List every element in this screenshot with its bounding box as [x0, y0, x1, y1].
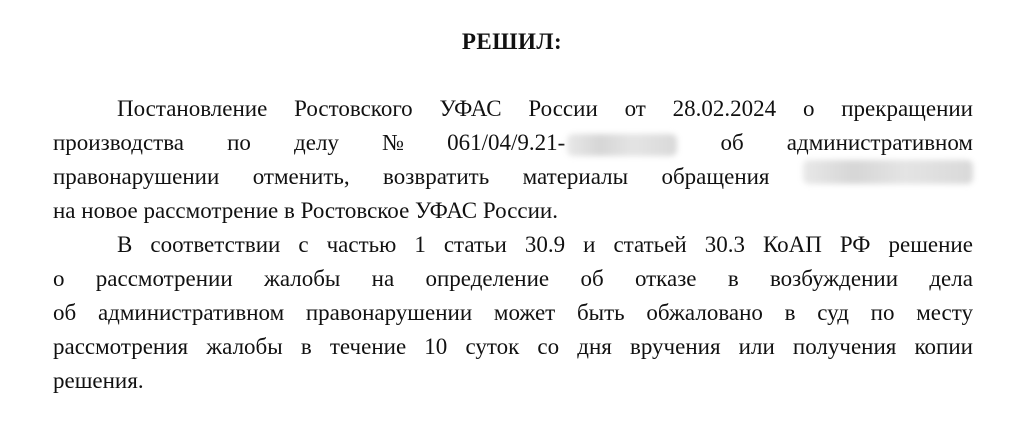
word: прекращении	[841, 96, 973, 121]
word: частью	[326, 232, 397, 257]
word: в	[784, 300, 796, 325]
word: делу	[294, 130, 339, 155]
word: по	[227, 130, 251, 155]
word: о	[802, 96, 815, 121]
word: вручения	[630, 334, 721, 359]
word: суд	[817, 300, 849, 325]
word: по	[870, 300, 895, 325]
decision-heading: РЕШИЛ:	[461, 29, 563, 54]
word: может	[493, 300, 556, 325]
word: России	[528, 96, 598, 121]
word: КоАП	[762, 232, 822, 257]
case-number-prefix: 061/04/9.21-	[447, 130, 566, 155]
word: жалобы	[263, 266, 341, 291]
word: месту	[916, 300, 973, 325]
word: и	[583, 232, 596, 257]
word: в	[300, 334, 312, 359]
number-sign: №	[382, 130, 405, 155]
word: дела	[929, 266, 973, 291]
word: РФ	[839, 232, 871, 257]
paragraph1-line3	[53, 160, 973, 194]
word: 1	[414, 232, 426, 257]
word: об	[720, 130, 744, 155]
word: дня	[577, 334, 612, 359]
word: о	[53, 266, 65, 291]
word: определение	[425, 266, 550, 291]
redacted-case-number	[567, 134, 677, 156]
word: жалобы	[206, 334, 283, 359]
word: возбуждении	[769, 266, 899, 291]
word: статьей	[613, 232, 687, 257]
word: административном	[97, 300, 285, 325]
word: течение	[329, 334, 407, 359]
paragraph2-line3	[53, 296, 973, 330]
word: от	[624, 96, 646, 121]
word: Ростовского	[294, 96, 413, 121]
word: на	[371, 266, 395, 291]
word: правонарушении	[305, 300, 473, 325]
word: правонарушении	[53, 164, 220, 189]
word: УФАС	[439, 96, 502, 121]
word: получения	[792, 334, 897, 359]
word: решение	[888, 232, 973, 257]
word: Постановление	[117, 96, 268, 121]
word: копии	[914, 334, 973, 359]
case-number	[447, 126, 677, 160]
paragraph2-line5: решения.	[53, 368, 144, 393]
word: в	[727, 266, 739, 291]
word: статьи	[443, 232, 507, 257]
word: 30.9	[524, 232, 566, 257]
redacted-name	[803, 160, 973, 184]
word: суток	[465, 334, 520, 359]
word: или	[738, 334, 775, 359]
word: 30.3	[704, 232, 745, 257]
word: со	[537, 334, 560, 359]
word: В	[117, 232, 133, 257]
word: обращения	[661, 164, 770, 189]
word: рассмотрении	[95, 266, 233, 291]
paragraph1-line1	[117, 92, 973, 126]
paragraph2-line2	[53, 262, 973, 296]
word: обжаловано	[646, 300, 763, 325]
paragraph1-line4: на новое рассмотрение в Ростовское УФАС России.	[53, 198, 558, 223]
word: рассмотрения	[53, 334, 189, 359]
word: 10	[424, 334, 448, 359]
word: производства	[53, 130, 184, 155]
word: административном	[786, 130, 973, 155]
word: об	[53, 300, 77, 325]
paragraph2-line1	[117, 228, 973, 262]
word: отказе	[634, 266, 697, 291]
word: об	[580, 266, 604, 291]
word: с	[298, 232, 309, 257]
paragraph2-line4	[53, 330, 973, 364]
word: отменить,	[252, 164, 350, 189]
date-text: 28.02.2024	[672, 96, 777, 121]
word: материалы	[522, 164, 629, 189]
paragraph1-line2	[53, 126, 973, 160]
word: возвратить	[383, 164, 490, 189]
word: быть	[576, 300, 625, 325]
word: соответствии	[150, 232, 281, 257]
